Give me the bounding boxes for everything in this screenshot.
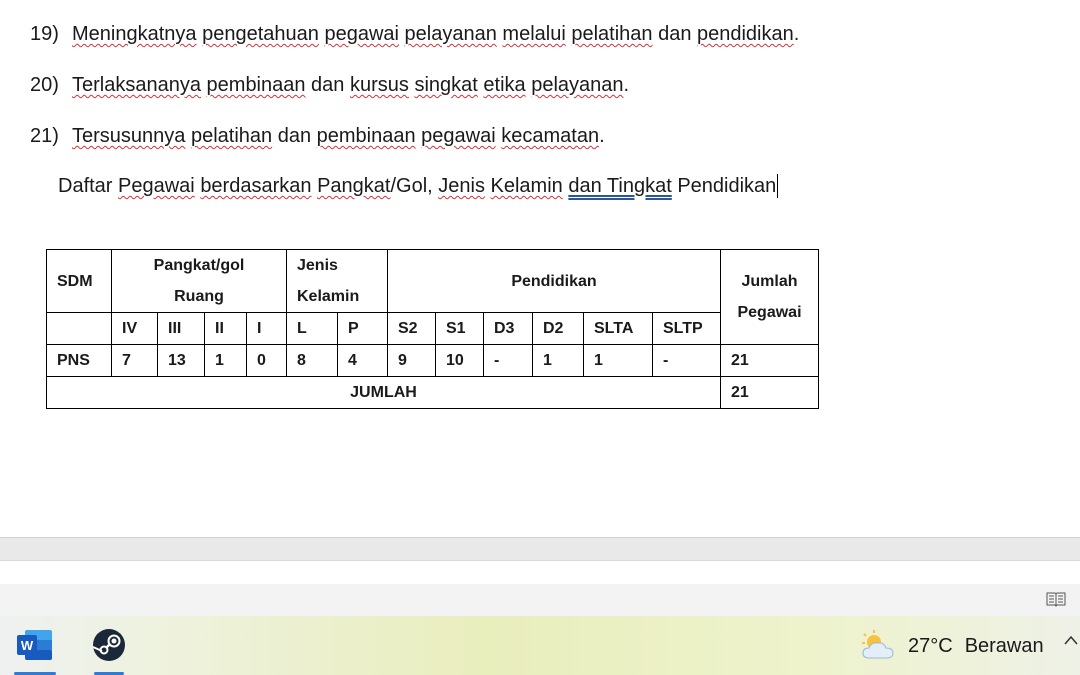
list-number: 19) xyxy=(30,23,59,45)
subheader-label: SLTP xyxy=(663,320,703,337)
misspelled-word[interactable]: singkat xyxy=(414,74,478,96)
footer-label: JUMLAH xyxy=(350,384,417,401)
list-item-20 xyxy=(30,73,629,97)
header-label: Jenis xyxy=(297,257,338,274)
table-cell xyxy=(112,345,158,377)
subheader-ii xyxy=(205,313,247,345)
misspelled-word[interactable]: Pangkat xyxy=(317,175,391,197)
cell-blank xyxy=(47,313,112,345)
plain-text: dan xyxy=(305,74,350,96)
table-cell xyxy=(533,345,584,377)
plain-text: . xyxy=(793,23,800,45)
subheader-label: IV xyxy=(122,320,138,337)
row-total xyxy=(721,345,819,377)
subheader-s1 xyxy=(436,313,484,345)
subheader-label: D2 xyxy=(543,320,564,337)
steam-icon xyxy=(92,628,126,662)
list-item-19 xyxy=(30,22,799,46)
misspelled-word[interactable]: pendidikan xyxy=(697,23,794,45)
header-jenis-kelamin xyxy=(287,250,388,313)
subheader-label: L xyxy=(297,320,307,337)
table-cell xyxy=(436,345,484,377)
misspelled-word[interactable]: pelatihan xyxy=(571,23,653,45)
table-cell xyxy=(338,345,388,377)
misspelled-word[interactable]: kursus xyxy=(349,74,409,96)
subheader-label: P xyxy=(348,320,359,337)
word-icon xyxy=(17,629,53,661)
table-cell xyxy=(584,345,653,377)
misspelled-word[interactable]: pengetahuan xyxy=(202,23,319,45)
page-gap xyxy=(0,537,1080,561)
misspelled-word[interactable]: Pegawai xyxy=(118,175,195,197)
grammar-flagged-phrase[interactable]: dan Tingkat xyxy=(568,175,672,197)
word-letter: W xyxy=(20,638,34,653)
misspelled-word[interactable]: pegawai xyxy=(324,23,399,45)
taskbar-app-word[interactable] xyxy=(6,616,64,675)
status-bar xyxy=(0,584,1080,616)
subheader-s2 xyxy=(388,313,436,345)
cell-value: 1 xyxy=(594,352,603,369)
misspelled-word[interactable]: pegawai xyxy=(421,125,496,147)
cell-value: - xyxy=(663,352,669,369)
subheader-label: III xyxy=(168,320,182,337)
misspelled-word[interactable]: Meningkatnya xyxy=(72,23,197,45)
table-cell xyxy=(158,345,205,377)
footer-total xyxy=(721,377,819,409)
plain-text: . xyxy=(623,74,630,96)
misspelled-word[interactable]: Kelamin xyxy=(490,175,563,197)
subheader-label: I xyxy=(257,320,262,337)
table-cell xyxy=(484,345,533,377)
header-label: Ruang xyxy=(174,288,224,305)
cell-value: 1 xyxy=(215,352,224,369)
subheader-sltp xyxy=(653,313,721,345)
subheader-label: D3 xyxy=(494,320,515,337)
partly-cloudy-icon xyxy=(860,630,896,662)
misspelled-word[interactable]: pelayanan xyxy=(531,74,624,96)
header-label: Jumlah xyxy=(741,273,798,290)
misspelled-word[interactable]: Jenis xyxy=(438,175,485,197)
plain-text: /Gol, xyxy=(390,175,439,197)
read-mode-icon[interactable] xyxy=(1046,591,1066,607)
header-pangkat xyxy=(112,250,287,313)
header-label: Pegawai xyxy=(737,304,802,321)
header-jumlah-pegawai xyxy=(721,250,819,345)
employee-table xyxy=(46,249,819,409)
table-caption xyxy=(58,174,778,198)
cell-value: 1 xyxy=(543,352,552,369)
text-cursor xyxy=(777,174,778,198)
cell-value: 21 xyxy=(731,384,749,401)
table-cell xyxy=(388,345,436,377)
weather-widget[interactable] xyxy=(860,630,1044,662)
plain-text: . xyxy=(599,125,605,147)
taskbar-app-steam[interactable] xyxy=(80,616,138,675)
cell-value: 21 xyxy=(731,352,749,369)
misspelled-word[interactable]: Tersusunnya xyxy=(72,125,186,147)
subheader-slta xyxy=(584,313,653,345)
subheader-label: SLTA xyxy=(594,320,634,337)
subheader-d3 xyxy=(484,313,533,345)
misspelled-word[interactable]: Terlaksananya xyxy=(72,74,201,96)
table-cell xyxy=(205,345,247,377)
plain-text: dan xyxy=(652,23,697,45)
weather-temp: 27°C xyxy=(908,634,953,657)
plain-text: Pendidikan xyxy=(671,175,777,197)
list-number: 20) xyxy=(30,74,59,96)
subheader-p xyxy=(338,313,388,345)
misspelled-word[interactable]: etika xyxy=(483,74,526,96)
subheader-label: S1 xyxy=(446,320,466,337)
row-label: PNS xyxy=(57,352,90,369)
footer-jumlah xyxy=(47,377,721,409)
cell-value: 9 xyxy=(398,352,407,369)
subheader-d2 xyxy=(533,313,584,345)
header-label: Pendidikan xyxy=(511,272,597,290)
cell-value: 13 xyxy=(168,352,186,369)
header-label: Kelamin xyxy=(297,288,360,305)
list-number: 21) xyxy=(30,125,59,147)
row-label-pns xyxy=(47,345,112,377)
cell-value: 8 xyxy=(297,352,306,369)
subheader-label: S2 xyxy=(398,320,418,337)
plain-text: Daftar xyxy=(58,175,119,197)
cell-value: 4 xyxy=(348,352,357,369)
misspelled-word[interactable]: berdasarkan xyxy=(200,175,312,197)
subheader-iii xyxy=(158,313,205,345)
list-item-21 xyxy=(30,124,605,148)
cell-value: 0 xyxy=(257,352,266,369)
header-sdm xyxy=(47,250,112,313)
subheader-iv xyxy=(112,313,158,345)
header-label: Pangkat/gol xyxy=(153,257,245,274)
chevron-up-icon[interactable] xyxy=(1064,634,1078,646)
table-cell xyxy=(287,345,338,377)
misspelled-word[interactable]: pelayanan xyxy=(404,23,497,45)
plain-text: dan xyxy=(272,125,317,147)
taskbar xyxy=(0,616,1080,675)
cell-value: - xyxy=(494,352,500,369)
misspelled-word[interactable]: kecamatan xyxy=(501,125,600,147)
misspelled-word[interactable]: pelatihan xyxy=(190,125,273,147)
header-pendidikan xyxy=(388,250,721,313)
table-cell xyxy=(247,345,287,377)
weather-condition: Berawan xyxy=(964,634,1044,657)
subheader-label: II xyxy=(215,320,224,337)
header-label: SDM xyxy=(57,272,93,290)
cell-value: 10 xyxy=(446,352,464,369)
misspelled-word[interactable]: melalui xyxy=(502,23,566,45)
subheader-l xyxy=(287,313,338,345)
cell-value: 7 xyxy=(122,352,131,369)
table-cell xyxy=(653,345,721,377)
misspelled-word[interactable]: pembinaan xyxy=(316,125,416,147)
horizontal-ruler-area xyxy=(0,560,1080,585)
subheader-i xyxy=(247,313,287,345)
misspelled-word[interactable]: pembinaan xyxy=(206,74,306,96)
